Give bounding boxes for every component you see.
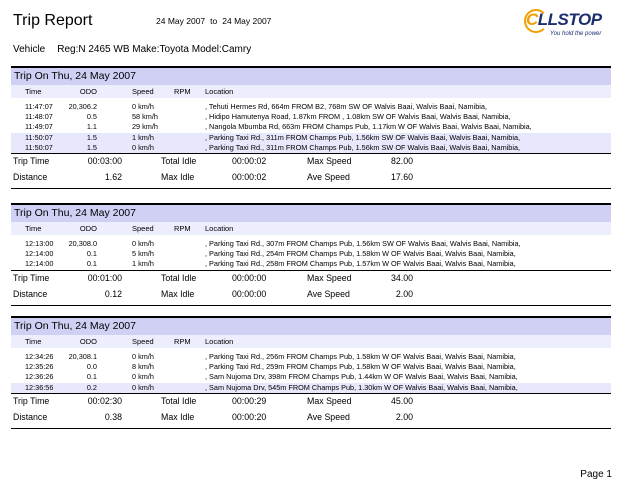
logo-tagline: You hold the power [550, 31, 602, 37]
cell-odo: 1.5 [86, 142, 97, 152]
cell-speed: 58 km/h [132, 112, 158, 122]
cellstop-logo [526, 10, 612, 40]
value-max-speed: 45.00 [390, 395, 413, 406]
cell-time: 12:36:56 [25, 382, 54, 392]
label-max-idle: Max Idle [161, 171, 195, 182]
cell-odo: 20,308.0 [68, 239, 97, 248]
cell-location: , Parking Taxi Rd., 258m FROM Champs Pub, 1.57km W OF Walvis Baai, Walvis Baai, Namibia, [205, 259, 516, 269]
value-total-idle: 00:00:29 [232, 395, 267, 406]
table-row [11, 259, 611, 269]
value-total-idle: 00:00:02 [232, 155, 267, 166]
trip-summary [11, 270, 611, 306]
table-row [11, 372, 611, 382]
value-trip-time: 00:02:30 [87, 395, 122, 406]
cell-location: , Parking Taxi Rd., 307m FROM Champs Pub, 1.56km SW OF Walvis Baai, Walvis Baai, Namibia, [205, 239, 521, 248]
cell-time: 12:14:00 [25, 249, 54, 259]
cell-speed: 0 km/h [132, 142, 154, 152]
label-max-speed: Max Speed [307, 272, 352, 283]
column-header-row [11, 85, 611, 98]
value-max-speed: 34.00 [390, 272, 413, 283]
label-distance: Distance [13, 171, 48, 182]
cell-speed: 0 km/h [132, 102, 154, 111]
trip-header: Trip On Thu, 24 May 2007 [11, 203, 611, 222]
cell-location: , Sam Nujoma Drv, 398m FROM Champs Pub, 1.44km W OF Walvis Baai, Walvis Baai, Namibia, [205, 372, 518, 382]
column-header-odo: ODO [79, 337, 97, 346]
value-trip-time: 00:01:00 [87, 272, 122, 283]
label-ave-speed: Ave Speed [307, 411, 350, 422]
cell-speed: 0 km/h [132, 352, 154, 361]
cell-time: 11:49:07 [25, 122, 53, 132]
label-total-idle: Total Idle [161, 155, 197, 166]
column-header-row [11, 335, 611, 348]
cell-odo: 1.1 [86, 122, 97, 132]
column-header-time: Time [25, 87, 42, 96]
label-trip-time: Trip Time [13, 155, 50, 166]
value-ave-speed: 2.00 [395, 411, 413, 422]
label-max-idle: Max Idle [161, 411, 195, 422]
report-title: Trip Report [13, 12, 93, 29]
cell-time: 12:13:00 [25, 239, 54, 248]
column-header-odo: ODO [79, 224, 97, 233]
value-max-speed: 82.00 [390, 155, 413, 166]
value-distance: 1.62 [104, 171, 122, 182]
cell-location: , Tehuti Hermes Rd, 664m FROM B2, 768m SW OF Walvis Baai, Walvis Baai, Namibia, [205, 102, 487, 111]
label-max-idle: Max Idle [161, 288, 195, 299]
cell-odo: 0.1 [86, 372, 97, 382]
cell-time: 12:36:26 [25, 372, 54, 382]
cell-location: , Hidipo Hamutenya Road, 1.87km FROM , 1.08km SW OF Walvis Baai, Walvis Baai, Namibia, [205, 112, 511, 122]
label-max-speed: Max Speed [307, 395, 352, 406]
table-row [11, 122, 611, 132]
cell-time: 11:50:07 [25, 142, 53, 152]
column-header-rpm: RPM [174, 224, 191, 233]
table-row [11, 143, 611, 153]
cell-odo: 0.5 [86, 112, 97, 122]
cell-location: , Parking Taxi Rd., 256m FROM Champs Pub, 1.58km W OF Walvis Baai, Walvis Baai, Namibia, [205, 352, 516, 361]
cell-location: , Parking Taxi Rd., 259m FROM Champs Pub, 1.58km W OF Walvis Baai, Walvis Baai, Namibia, [205, 362, 516, 372]
cell-speed: 1 km/h [132, 132, 154, 142]
logo-wordmark: CLLSTOP [526, 10, 602, 29]
column-header-speed: Speed [132, 224, 154, 233]
table-row [11, 239, 611, 249]
cell-time: 11:48:07 [25, 112, 53, 122]
vehicle-info [13, 44, 251, 55]
page-number: Page 1 [580, 469, 612, 480]
cell-speed: 29 km/h [132, 122, 158, 132]
label-trip-time: Trip Time [13, 272, 50, 283]
cell-time: 11:50:07 [25, 132, 53, 142]
value-ave-speed: 17.60 [390, 171, 413, 182]
column-header-location: Location [205, 337, 234, 346]
table-row [11, 112, 611, 122]
cell-location: , Nangola Mbumba Rd, 663m FROM Champs Pub, 1.17km W OF Walvis Baai, Walvis Baai, Namibia, [205, 122, 532, 132]
trip-section [11, 203, 611, 306]
label-trip-time: Trip Time [13, 395, 50, 406]
vehicle-value: Reg:N 2465 WB Make:Toyota Model:Camry [57, 44, 252, 55]
cell-speed: 0 km/h [132, 382, 154, 392]
cell-speed: 0 km/h [132, 239, 154, 248]
column-header-odo: ODO [79, 87, 97, 96]
label-ave-speed: Ave Speed [307, 288, 350, 299]
column-header-time: Time [25, 224, 42, 233]
cell-speed: 1 km/h [132, 259, 154, 269]
trip-summary [11, 393, 611, 429]
trip-summary [11, 153, 611, 189]
column-header-rpm: RPM [174, 337, 191, 346]
cell-odo: 0.1 [86, 259, 97, 269]
value-max-idle: 00:00:00 [232, 288, 267, 299]
table-row [11, 133, 611, 143]
vehicle-label: Vehicle [13, 44, 46, 55]
label-distance: Distance [13, 411, 48, 422]
date-separator: to [210, 16, 218, 26]
cell-odo: 0.0 [86, 362, 97, 372]
value-distance: 0.38 [104, 411, 122, 422]
column-header-row [11, 222, 611, 235]
cell-speed: 0 km/h [132, 372, 154, 382]
date-from: 24 May 2007 [156, 16, 206, 26]
cell-location: , Parking Taxi Rd., 254m FROM Champs Pub, 1.58km W OF Walvis Baai, Walvis Baai, Namibia, [205, 249, 516, 259]
cell-location: , Parking Taxi Rd., 311m FROM Champs Pub, 1.56km SW OF Walvis Baai, Walvis Baai, Namibia, [205, 142, 521, 152]
trip-header: Trip On Thu, 24 May 2007 [11, 316, 611, 335]
trip-section [11, 66, 611, 189]
column-header-location: Location [205, 87, 234, 96]
column-header-speed: Speed [132, 337, 154, 346]
column-header-location: Location [205, 224, 234, 233]
table-row [11, 362, 611, 372]
cell-speed: 5 km/h [132, 249, 154, 259]
value-max-idle: 00:00:02 [232, 171, 267, 182]
cell-time: 12:34:26 [25, 352, 54, 361]
cell-time: 12:14:00 [25, 259, 54, 269]
cell-time: 12:35:26 [25, 362, 54, 372]
value-trip-time: 00:03:00 [87, 155, 122, 166]
table-row [11, 102, 611, 112]
cell-location: , Parking Taxi Rd., 311m FROM Champs Pub, 1.56km SW OF Walvis Baai, Walvis Baai, Namibia, [205, 132, 521, 142]
value-total-idle: 00:00:00 [232, 272, 267, 283]
column-header-speed: Speed [132, 87, 154, 96]
label-distance: Distance [13, 288, 48, 299]
value-distance: 0.12 [104, 288, 122, 299]
cell-odo: 20,306.2 [68, 102, 97, 111]
column-header-rpm: RPM [174, 87, 191, 96]
value-max-idle: 00:00:20 [232, 411, 267, 422]
cell-speed: 8 km/h [132, 362, 154, 372]
column-header-time: Time [25, 337, 42, 346]
cell-odo: 20,308.1 [68, 352, 97, 361]
date-to: 24 May 2007 [222, 16, 272, 26]
label-ave-speed: Ave Speed [307, 171, 350, 182]
table-row [11, 249, 611, 259]
value-ave-speed: 2.00 [395, 288, 413, 299]
table-row [11, 383, 611, 393]
label-total-idle: Total Idle [161, 272, 197, 283]
cell-odo: 1.5 [86, 132, 97, 142]
trip-section [11, 316, 611, 429]
table-row [11, 352, 611, 362]
label-max-speed: Max Speed [307, 155, 352, 166]
date-range [156, 16, 271, 26]
label-total-idle: Total Idle [161, 395, 197, 406]
cell-odo: 0.1 [86, 249, 97, 259]
cell-time: 11:47:07 [25, 102, 53, 111]
cell-odo: 0.2 [86, 382, 97, 392]
cell-location: , Sam Nujoma Drv, 545m FROM Champs Pub, 1.30km W OF Walvis Baai, Walvis Baai, Namibia, [205, 382, 518, 392]
trip-header: Trip On Thu, 24 May 2007 [11, 66, 611, 85]
